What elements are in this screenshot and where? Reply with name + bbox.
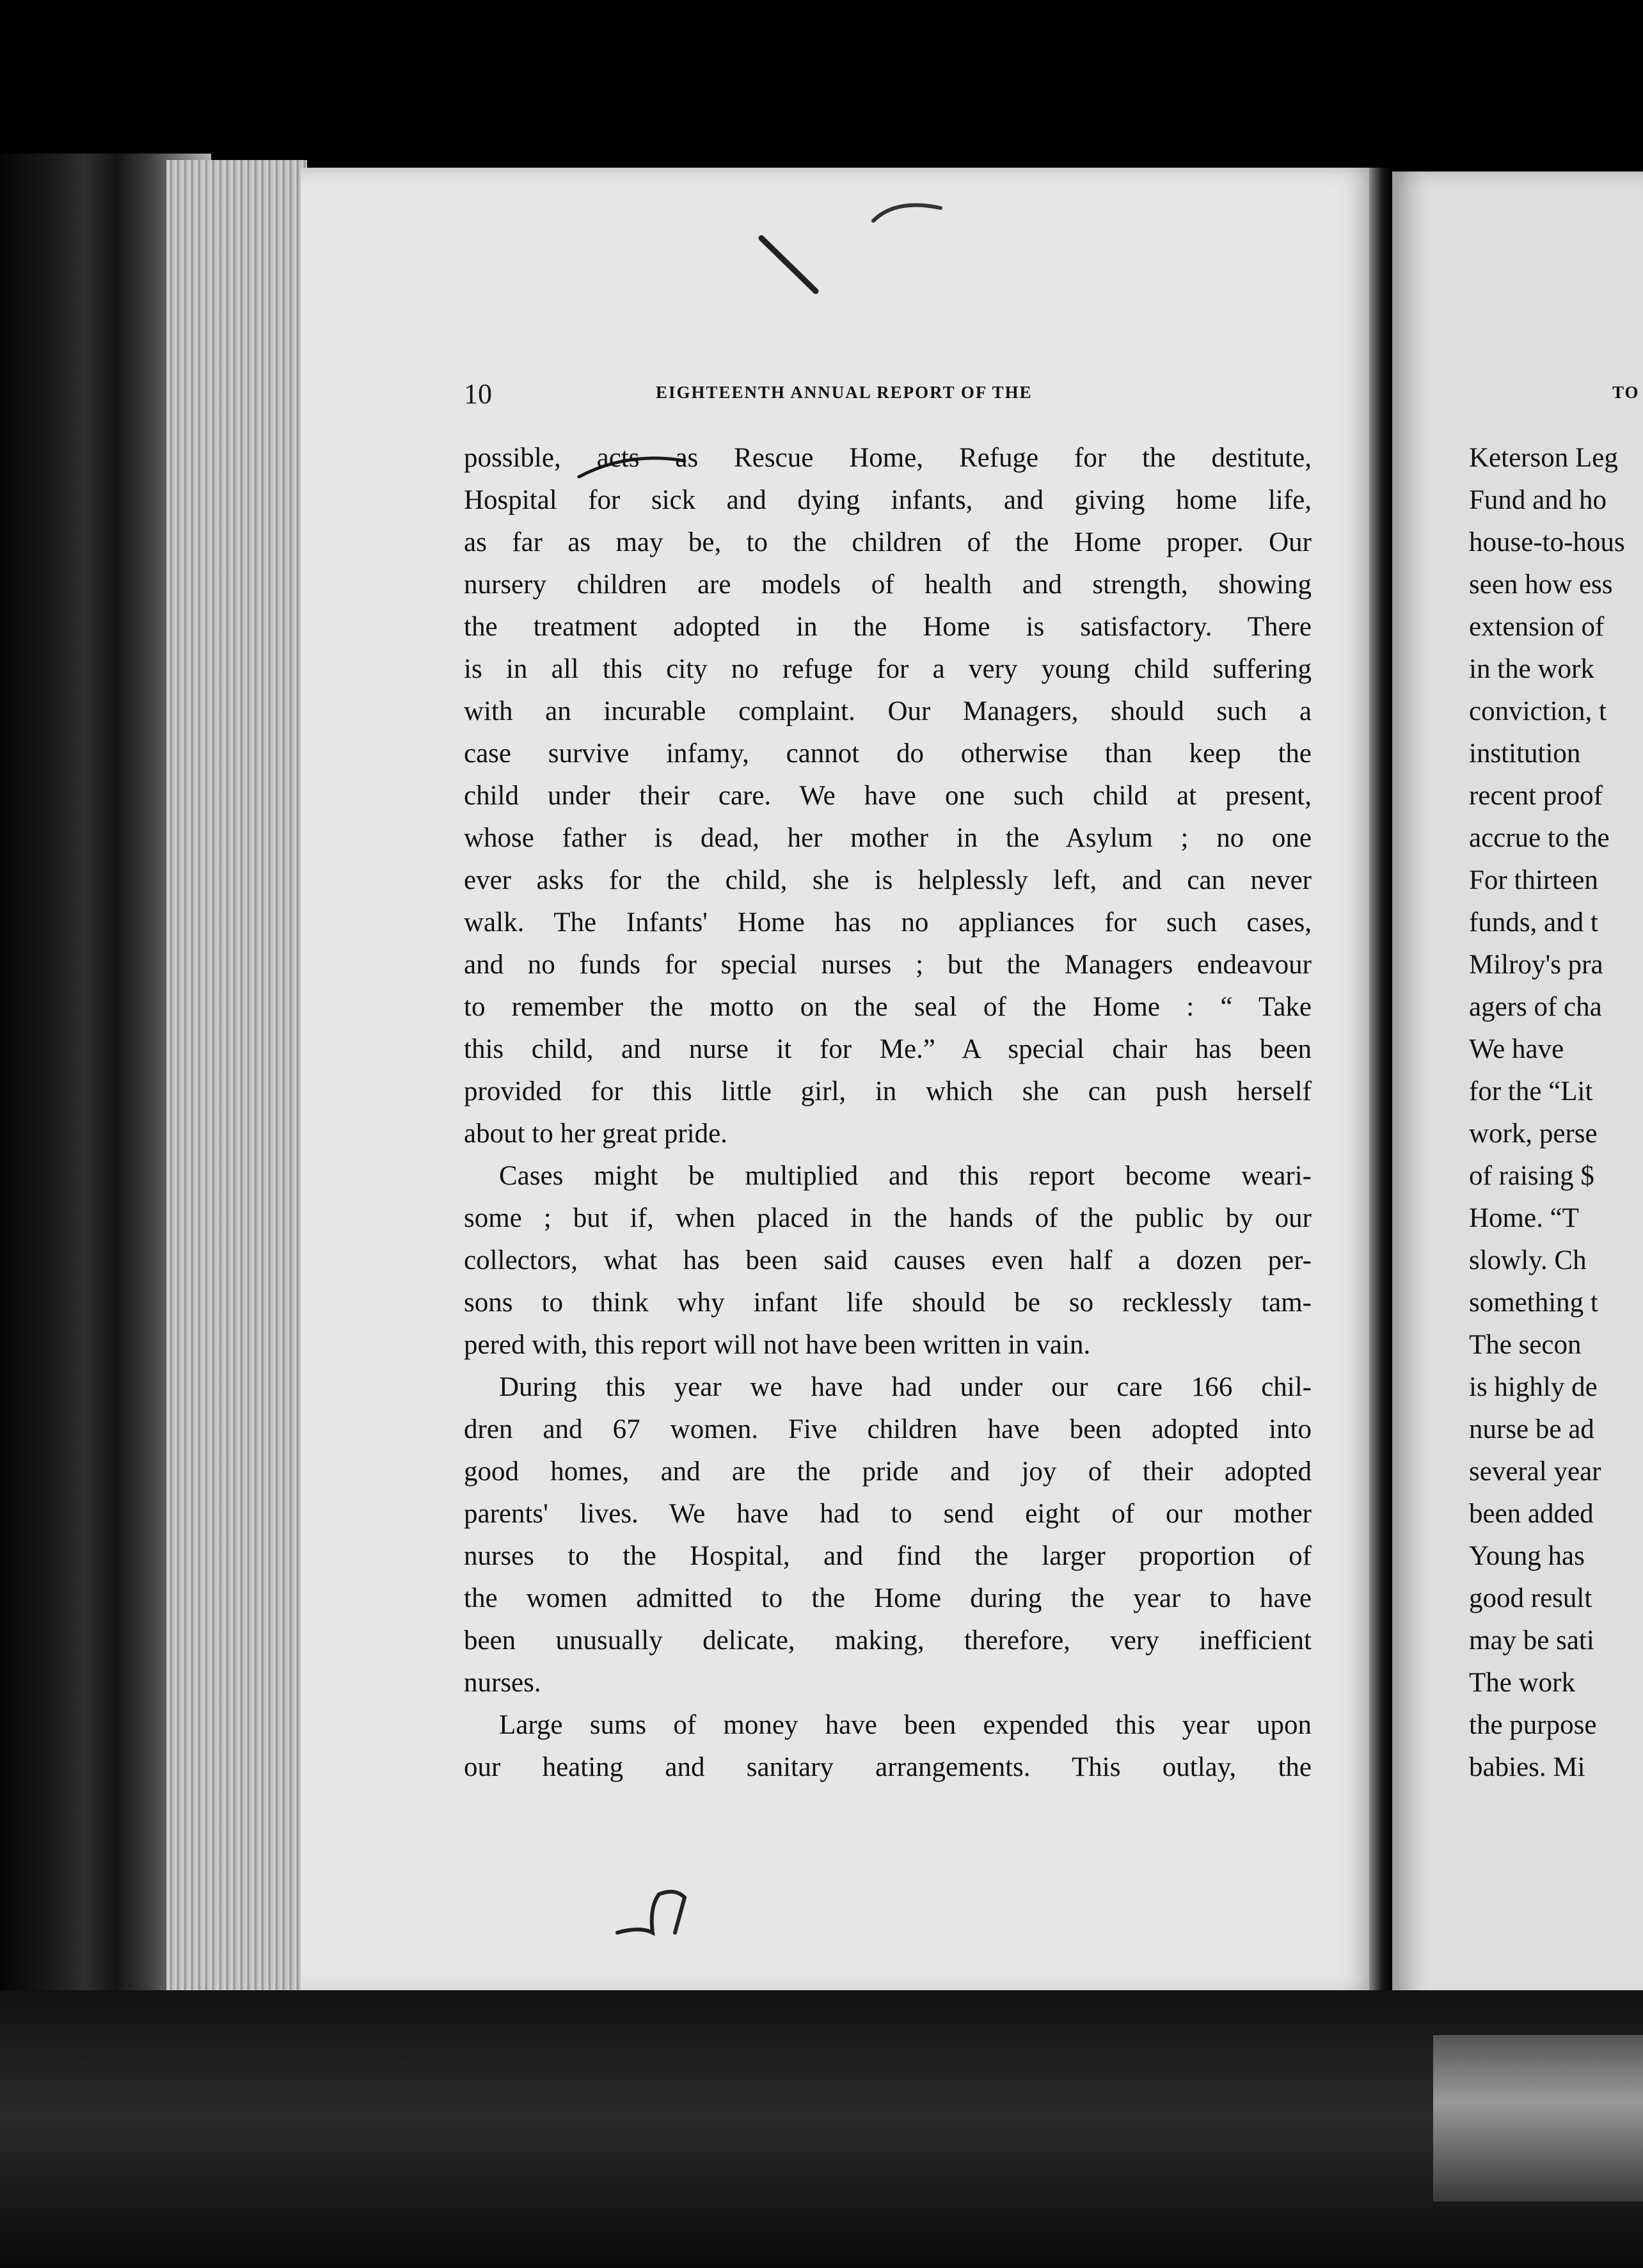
text-line: whose father is dead, her mother in the Asylum ; no one [464, 823, 1312, 853]
text-line: for the “Lit [1469, 1076, 1593, 1106]
text-line: accrue to the [1469, 823, 1610, 853]
scan-bottom-border [0, 1990, 1643, 2268]
text-line: been unusually delicate, making, therefore, very inefficient [464, 1625, 1312, 1656]
text-line: extension of [1469, 612, 1605, 642]
text-line: Young has [1469, 1541, 1585, 1571]
text-line: collectors, what has been said causes even half a dozen per- [464, 1245, 1312, 1275]
text-line: recent proof [1469, 781, 1603, 811]
text-line: our heating and sanitary arrangements. This outlay, the [464, 1752, 1312, 1782]
text-line: to remember the motto on the seal of the Home : “ Take [464, 992, 1312, 1022]
text-line: walk. The Infants' Home has no appliances for such cases, [464, 907, 1312, 938]
text-line: case survive infamy, cannot do otherwise than keep the [464, 739, 1312, 769]
text-line: nurses to the Hospital, and find the larger proportion of [464, 1541, 1312, 1571]
paragraph-start-line: During this year we have had under our care 166 chil- [499, 1372, 1312, 1402]
text-line: ever asks for the child, she is helplessly left, and can never [464, 865, 1312, 895]
text-line: Keterson Leg [1469, 443, 1618, 473]
text-line: good result [1469, 1583, 1592, 1613]
text-line: institution [1469, 739, 1581, 769]
left-page-body-text [464, 437, 1312, 1789]
text-line: been added [1469, 1499, 1594, 1529]
page-stack-edges [166, 160, 307, 1990]
pencil-bottom-sketch [614, 1881, 717, 1952]
text-line: work, perse [1469, 1119, 1598, 1149]
text-line: is highly de [1469, 1372, 1598, 1402]
text-line: and no funds for special nurses ; but the Managers endeavour [464, 950, 1312, 980]
text-line: slowly. Ch [1469, 1245, 1587, 1275]
text-line: nurse be ad [1469, 1414, 1594, 1444]
text-line: funds, and t [1469, 907, 1598, 938]
text-line: may be sati [1469, 1625, 1594, 1656]
text-line: parents' lives. We have had to send eight of our mother [464, 1499, 1312, 1529]
text-line: several year [1469, 1457, 1601, 1487]
text-line: with an incurable complaint. Our Managers, should such a [464, 696, 1312, 726]
text-line: Hospital for sick and dying infants, and giving home life, [464, 485, 1312, 515]
text-line: of raising $ [1469, 1161, 1594, 1191]
text-line: Fund and ho [1469, 485, 1607, 515]
text-line: For thirteen [1469, 865, 1598, 895]
paragraph-start-line: Cases might be multiplied and this report become weari- [499, 1161, 1312, 1191]
text-line: something t [1469, 1288, 1598, 1318]
text-line: The secon [1469, 1330, 1582, 1360]
paragraph-start-line: Large sums of money have been expended this year upon [499, 1710, 1312, 1740]
text-line: We have [1469, 1034, 1564, 1064]
bottom-cloth-edge [1433, 2035, 1643, 2201]
text-line: this child, and nurse it for Me.” A special chair has been [464, 1034, 1312, 1064]
text-line: nurses. [464, 1668, 541, 1698]
right-running-head: TO [1612, 383, 1640, 402]
text-line: in the work [1469, 654, 1594, 684]
text-line: seen how ess [1469, 570, 1613, 600]
text-line: the purpose [1469, 1710, 1597, 1740]
text-line: the women admitted to the Home during the year to have [464, 1583, 1312, 1613]
right-page-body-text [1469, 437, 1643, 1789]
text-line: provided for this little girl, in which she can push herself [464, 1076, 1312, 1106]
text-line: as far as may be, to the children of the Home proper. Our [464, 527, 1312, 557]
text-line: is in all this city no refuge for a very young child suffering [464, 654, 1312, 684]
text-line: conviction, t [1469, 696, 1607, 726]
text-line: child under their care. We have one such child at present, [464, 781, 1312, 811]
text-line: nursery children are models of health and strength, showing [464, 570, 1312, 600]
text-line: pered with, this report will not have been written in vain. [464, 1330, 1091, 1360]
text-line: Milroy's pra [1469, 950, 1603, 980]
text-line: babies. Mi [1469, 1752, 1585, 1782]
page-header [464, 378, 1315, 410]
text-line: house-to-hous [1469, 527, 1625, 557]
text-line: agers of cha [1469, 992, 1602, 1022]
pencil-curve-top [870, 195, 953, 234]
text-line: the treatment adopted in the Home is satisfactory. There [464, 612, 1312, 642]
book-gutter [1369, 168, 1392, 1998]
text-line: good homes, and are the pride and joy of their adopted [464, 1457, 1312, 1487]
text-line: Home. “T [1469, 1203, 1579, 1233]
text-line: some ; but if, when placed in the hands of the public by our [464, 1203, 1312, 1233]
text-line: The work [1469, 1668, 1575, 1698]
running-head: EIGHTEENTH ANNUAL REPORT OF THE [656, 383, 1033, 402]
scan-top-border [0, 0, 1643, 154]
pencil-stroke-top [755, 230, 857, 301]
text-line: possible, acts as Rescue Home, Refuge for the destitute, [464, 443, 1312, 473]
text-line: sons to think why infant life should be so recklessly tam- [464, 1288, 1312, 1318]
page-number: 10 [464, 378, 492, 410]
text-line: about to her great pride. [464, 1119, 727, 1149]
text-line: dren and 67 women. Five children have been adopted into [464, 1414, 1312, 1444]
